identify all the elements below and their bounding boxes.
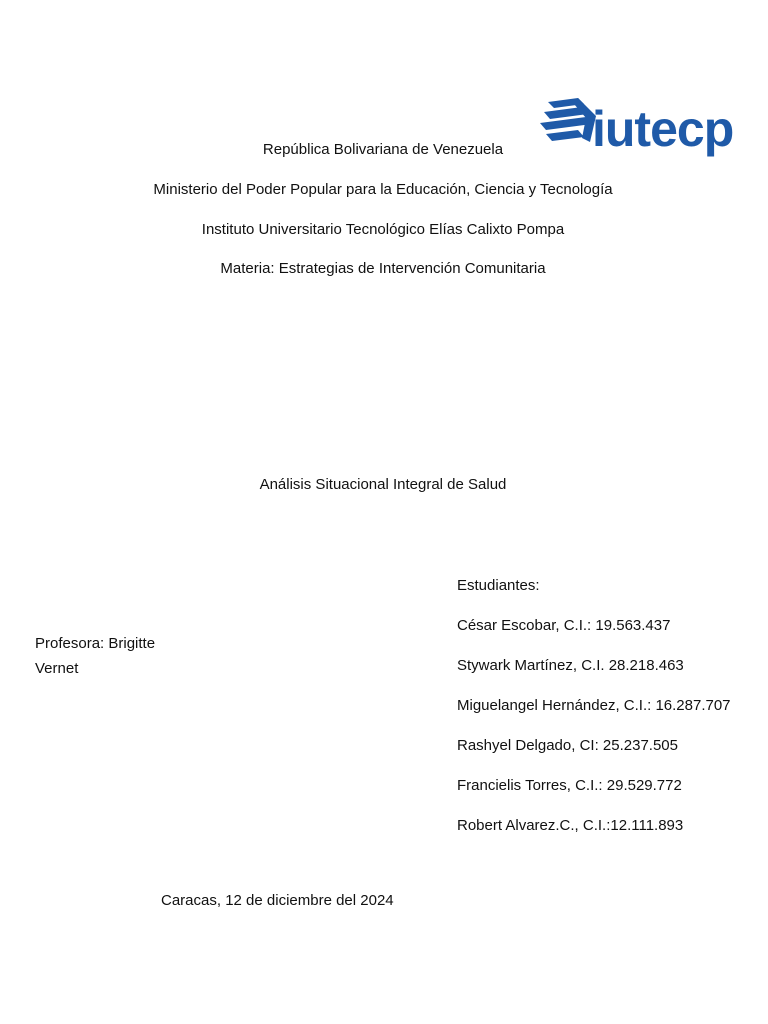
republic-line: República Bolivariana de Venezuela: [262, 141, 504, 158]
logo-wordmark: iutecp: [592, 101, 734, 157]
student-item: Robert Alvarez.C., C.I.:12.111.893: [457, 817, 684, 834]
ministry-line: Ministerio del Poder Popular para la Educación, Ciencia y Tecnología: [153, 181, 613, 198]
student-item: Miguelangel Hernández, C.I.: 16.287.707: [457, 697, 731, 714]
student-item: Francielis Torres, C.I.: 29.529.772: [457, 777, 682, 794]
student-item: César Escobar, C.I.: 19.563.437: [457, 617, 671, 634]
students-heading: Estudiantes:: [457, 577, 540, 594]
students-block: [457, 577, 731, 857]
institute-line: Instituto Universitario Tecnológico Elías Calixto Pompa: [201, 221, 565, 238]
document-title: Análisis Situacional Integral de Salud: [259, 476, 507, 493]
place-date: Caracas, 12 de diciembre del 2024: [161, 892, 394, 909]
logo-emblem-icon: [540, 98, 596, 142]
subject-line: Materia: Estrategias de Intervención Comunitaria: [220, 260, 546, 277]
student-item: Rashyel Delgado, CI: 25.237.505: [457, 737, 678, 754]
professor-name: Profesora: Brigitte Vernet: [35, 635, 156, 677]
student-item: Stywark Martínez, C.I. 28.218.463: [457, 657, 684, 674]
